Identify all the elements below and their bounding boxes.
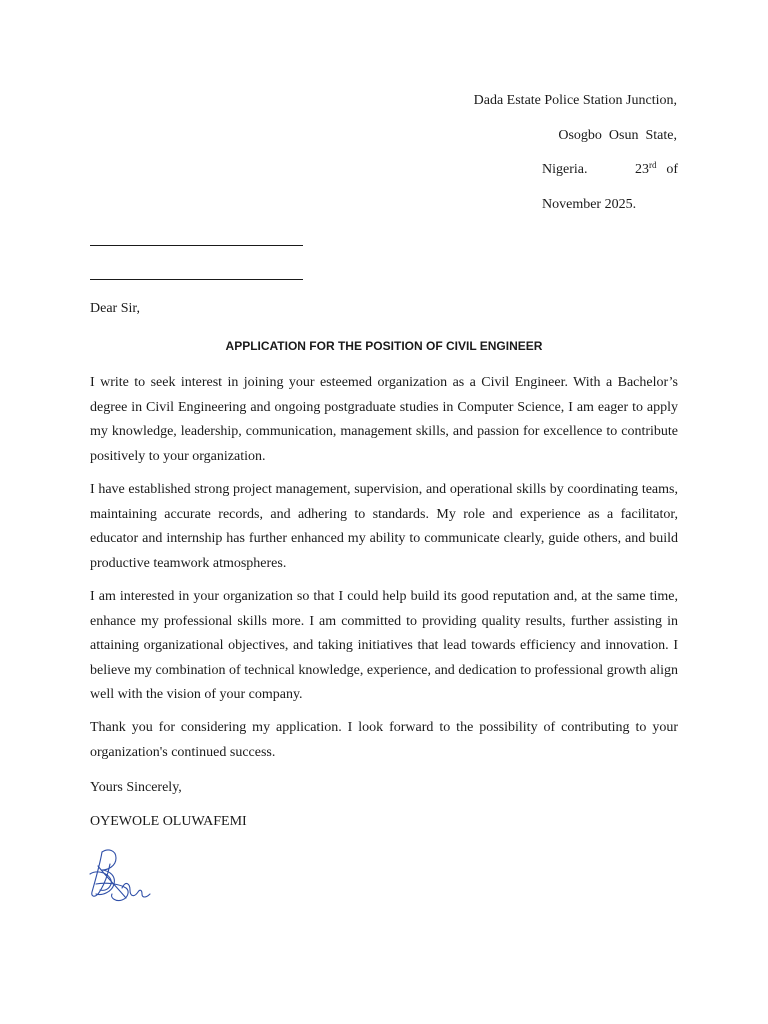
sender-country: Nigeria. bbox=[542, 162, 588, 177]
date-day-suffix: rd bbox=[649, 160, 657, 170]
body-paragraph-1: I write to seek interest in joining your esteemed organization as a Civil Engineer. With a Bachelor’s degree in Civil Engineering and ongoing postgraduate studies in Computer Science, I am eager to apply my knowledge, leadership, communication, management skills, and passion for excellence to contribute positively to your organization. bbox=[90, 375, 678, 464]
body-paragraph-4: Thank you for considering my application. I look forward to the possibility of contributing to your organization's continued success. bbox=[90, 720, 678, 760]
subject-heading: APPLICATION FOR THE POSITION OF CIVIL ENGINEER bbox=[225, 339, 543, 353]
closing-line: Yours Sincerely, bbox=[90, 780, 182, 795]
recipient-blank-line-2 bbox=[90, 279, 303, 280]
sender-address-line-2 bbox=[558, 127, 677, 145]
sender-address-line-3 bbox=[542, 161, 678, 179]
salutation: Dear Sir, bbox=[90, 301, 140, 316]
handwritten-signature bbox=[86, 844, 156, 904]
sender-address-line-2-text: Osogbo Osun State, bbox=[558, 128, 677, 143]
date-month-year: November 2025. bbox=[542, 197, 637, 212]
date-of: of bbox=[666, 162, 678, 177]
recipient-blank-line-1 bbox=[90, 245, 303, 246]
sender-address-line-1: Dada Estate Police Station Junction, bbox=[473, 93, 677, 108]
date-day bbox=[635, 161, 657, 179]
date-day-number: 23 bbox=[635, 162, 649, 177]
body-paragraph-3: I am interested in your organization so that I could help build its good reputation and, at the same time, enhance my professional skills more. I am committed to providing quality results, further assisting in attaining organizational objectives, and taking initiatives that lead towards efficiency and innovation. I believe my combination of technical knowledge, experience, and dedication to professional growth align well with the vision of your company. bbox=[90, 589, 678, 702]
body-paragraph-2: I have established strong project management, supervision, and operational skills by coordinating teams, maintaining accurate records, and adhering to standards. My role and experience as a facilitator, educator and internship has further enhanced my ability to communicate clearly, guide others, and build productive teamwork atmospheres. bbox=[90, 482, 678, 571]
signatory-name: OYEWOLE OLUWAFEMI bbox=[90, 814, 247, 829]
